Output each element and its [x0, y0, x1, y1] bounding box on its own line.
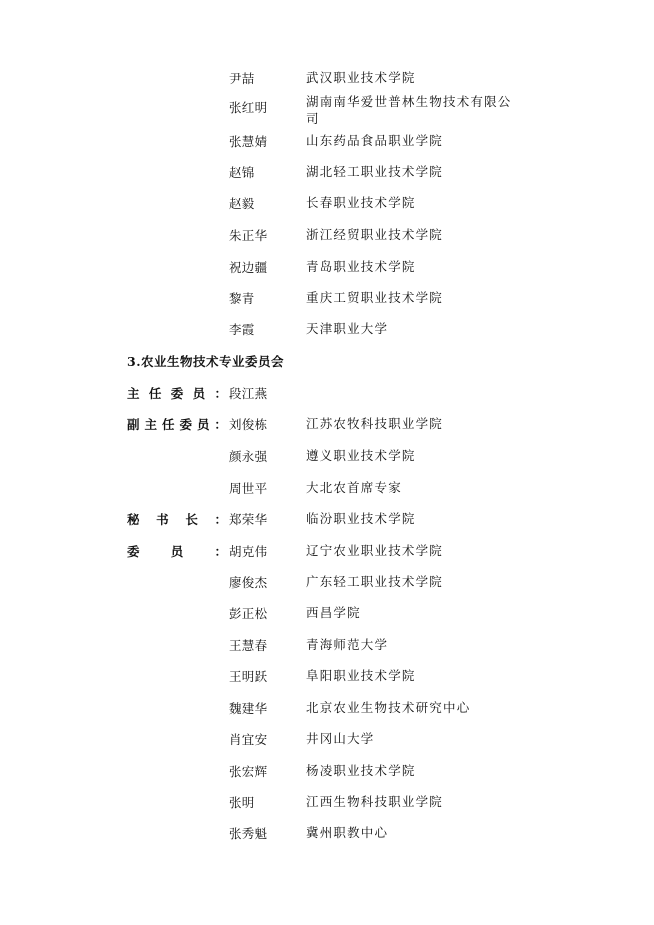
list-item [0, 320, 654, 340]
member-org: 湖南南华爱世普林生物技术有限公司 [306, 94, 512, 126]
secretary-row [0, 510, 654, 530]
list-item [0, 194, 654, 214]
role-label-director: 主 任 委 员 ： [127, 386, 227, 401]
member-name: 张慧婧 [229, 134, 268, 149]
member-org: 武汉职业技术学院 [306, 70, 416, 85]
member-org: 重庆工贸职业技术学院 [306, 290, 444, 305]
list-item [0, 699, 654, 719]
list-item [0, 447, 654, 467]
member-name: 张明 [229, 795, 255, 810]
member-org: 井冈山大学 [306, 731, 375, 746]
member-name: 赵锦 [229, 165, 255, 180]
member-name: 廖俊杰 [229, 575, 268, 590]
member-org: 湖北轻工职业技术学院 [306, 164, 444, 179]
list-item [0, 636, 654, 656]
member-org: 青岛职业技术学院 [306, 259, 416, 274]
section-title: 3.农业生物技术专业委员会 [127, 354, 285, 369]
member-name: 黎青 [229, 291, 255, 306]
member-org: 杨凌职业技术学院 [306, 763, 416, 778]
director-name: 段江燕 [229, 386, 268, 401]
list-item [0, 132, 654, 152]
list-item [0, 667, 654, 687]
member-name: 赵毅 [229, 196, 255, 211]
member-name: 朱正华 [229, 228, 268, 243]
list-item [0, 793, 654, 813]
list-item [0, 604, 654, 624]
member-org: 山东药品食品职业学院 [306, 133, 444, 148]
member-name: 周世平 [229, 481, 268, 496]
list-item [0, 762, 654, 782]
member-org: 青海师范大学 [306, 637, 389, 652]
member-org: 西昌学院 [306, 605, 361, 620]
member-org: 阜阳职业技术学院 [306, 668, 416, 683]
member-name: 张红明 [229, 100, 268, 115]
list-item [0, 258, 654, 278]
list-item [0, 93, 654, 129]
role-label-vice-director: 副 主 任 委 员 ： [127, 417, 227, 432]
list-item [0, 824, 654, 844]
secretary-name: 郑荣华 [229, 512, 268, 527]
member-org: 浙江经贸职业技术学院 [306, 227, 444, 242]
list-item [0, 479, 654, 499]
member-name: 胡克伟 [229, 544, 268, 559]
member-name: 刘俊栋 [229, 417, 268, 432]
member-name: 祝边疆 [229, 260, 268, 275]
list-item [0, 730, 654, 750]
vice-director-row [0, 415, 654, 435]
member-org: 遵义职业技术学院 [306, 448, 416, 463]
list-item [0, 289, 654, 309]
member-name: 肖宜安 [229, 732, 268, 747]
role-label-member: 委 员 ： [127, 544, 227, 559]
list-item [0, 69, 654, 89]
member-name: 王慧春 [229, 638, 268, 653]
member-name: 王明跃 [229, 669, 268, 684]
member-org: 江西生物科技职业学院 [306, 794, 444, 809]
member-org: 江苏农牧科技职业学院 [306, 416, 444, 431]
member-org: 北京农业生物技术研究中心 [306, 700, 471, 715]
member-org: 天津职业大学 [306, 321, 389, 336]
list-item [0, 163, 654, 183]
member-name: 尹喆 [229, 71, 255, 86]
list-item [0, 573, 654, 593]
list-item [0, 226, 654, 246]
member-name: 张宏辉 [229, 764, 268, 779]
member-row [0, 542, 654, 562]
member-org: 冀州职教中心 [306, 825, 389, 840]
secretary-org: 临汾职业技术学院 [306, 511, 416, 526]
director-row [0, 384, 654, 404]
member-org: 广东轻工职业技术学院 [306, 574, 444, 589]
member-name: 魏建华 [229, 701, 268, 716]
member-name: 颜永强 [229, 449, 268, 464]
member-name: 彭正松 [229, 606, 268, 621]
member-name: 李霞 [229, 322, 255, 337]
role-label-secretary: 秘 书 长 ： [127, 512, 227, 527]
member-name: 张秀魁 [229, 826, 268, 841]
member-org: 辽宁农业职业技术学院 [306, 543, 444, 558]
member-org: 大北农首席专家 [306, 480, 402, 495]
member-org: 长春职业技术学院 [306, 195, 416, 210]
